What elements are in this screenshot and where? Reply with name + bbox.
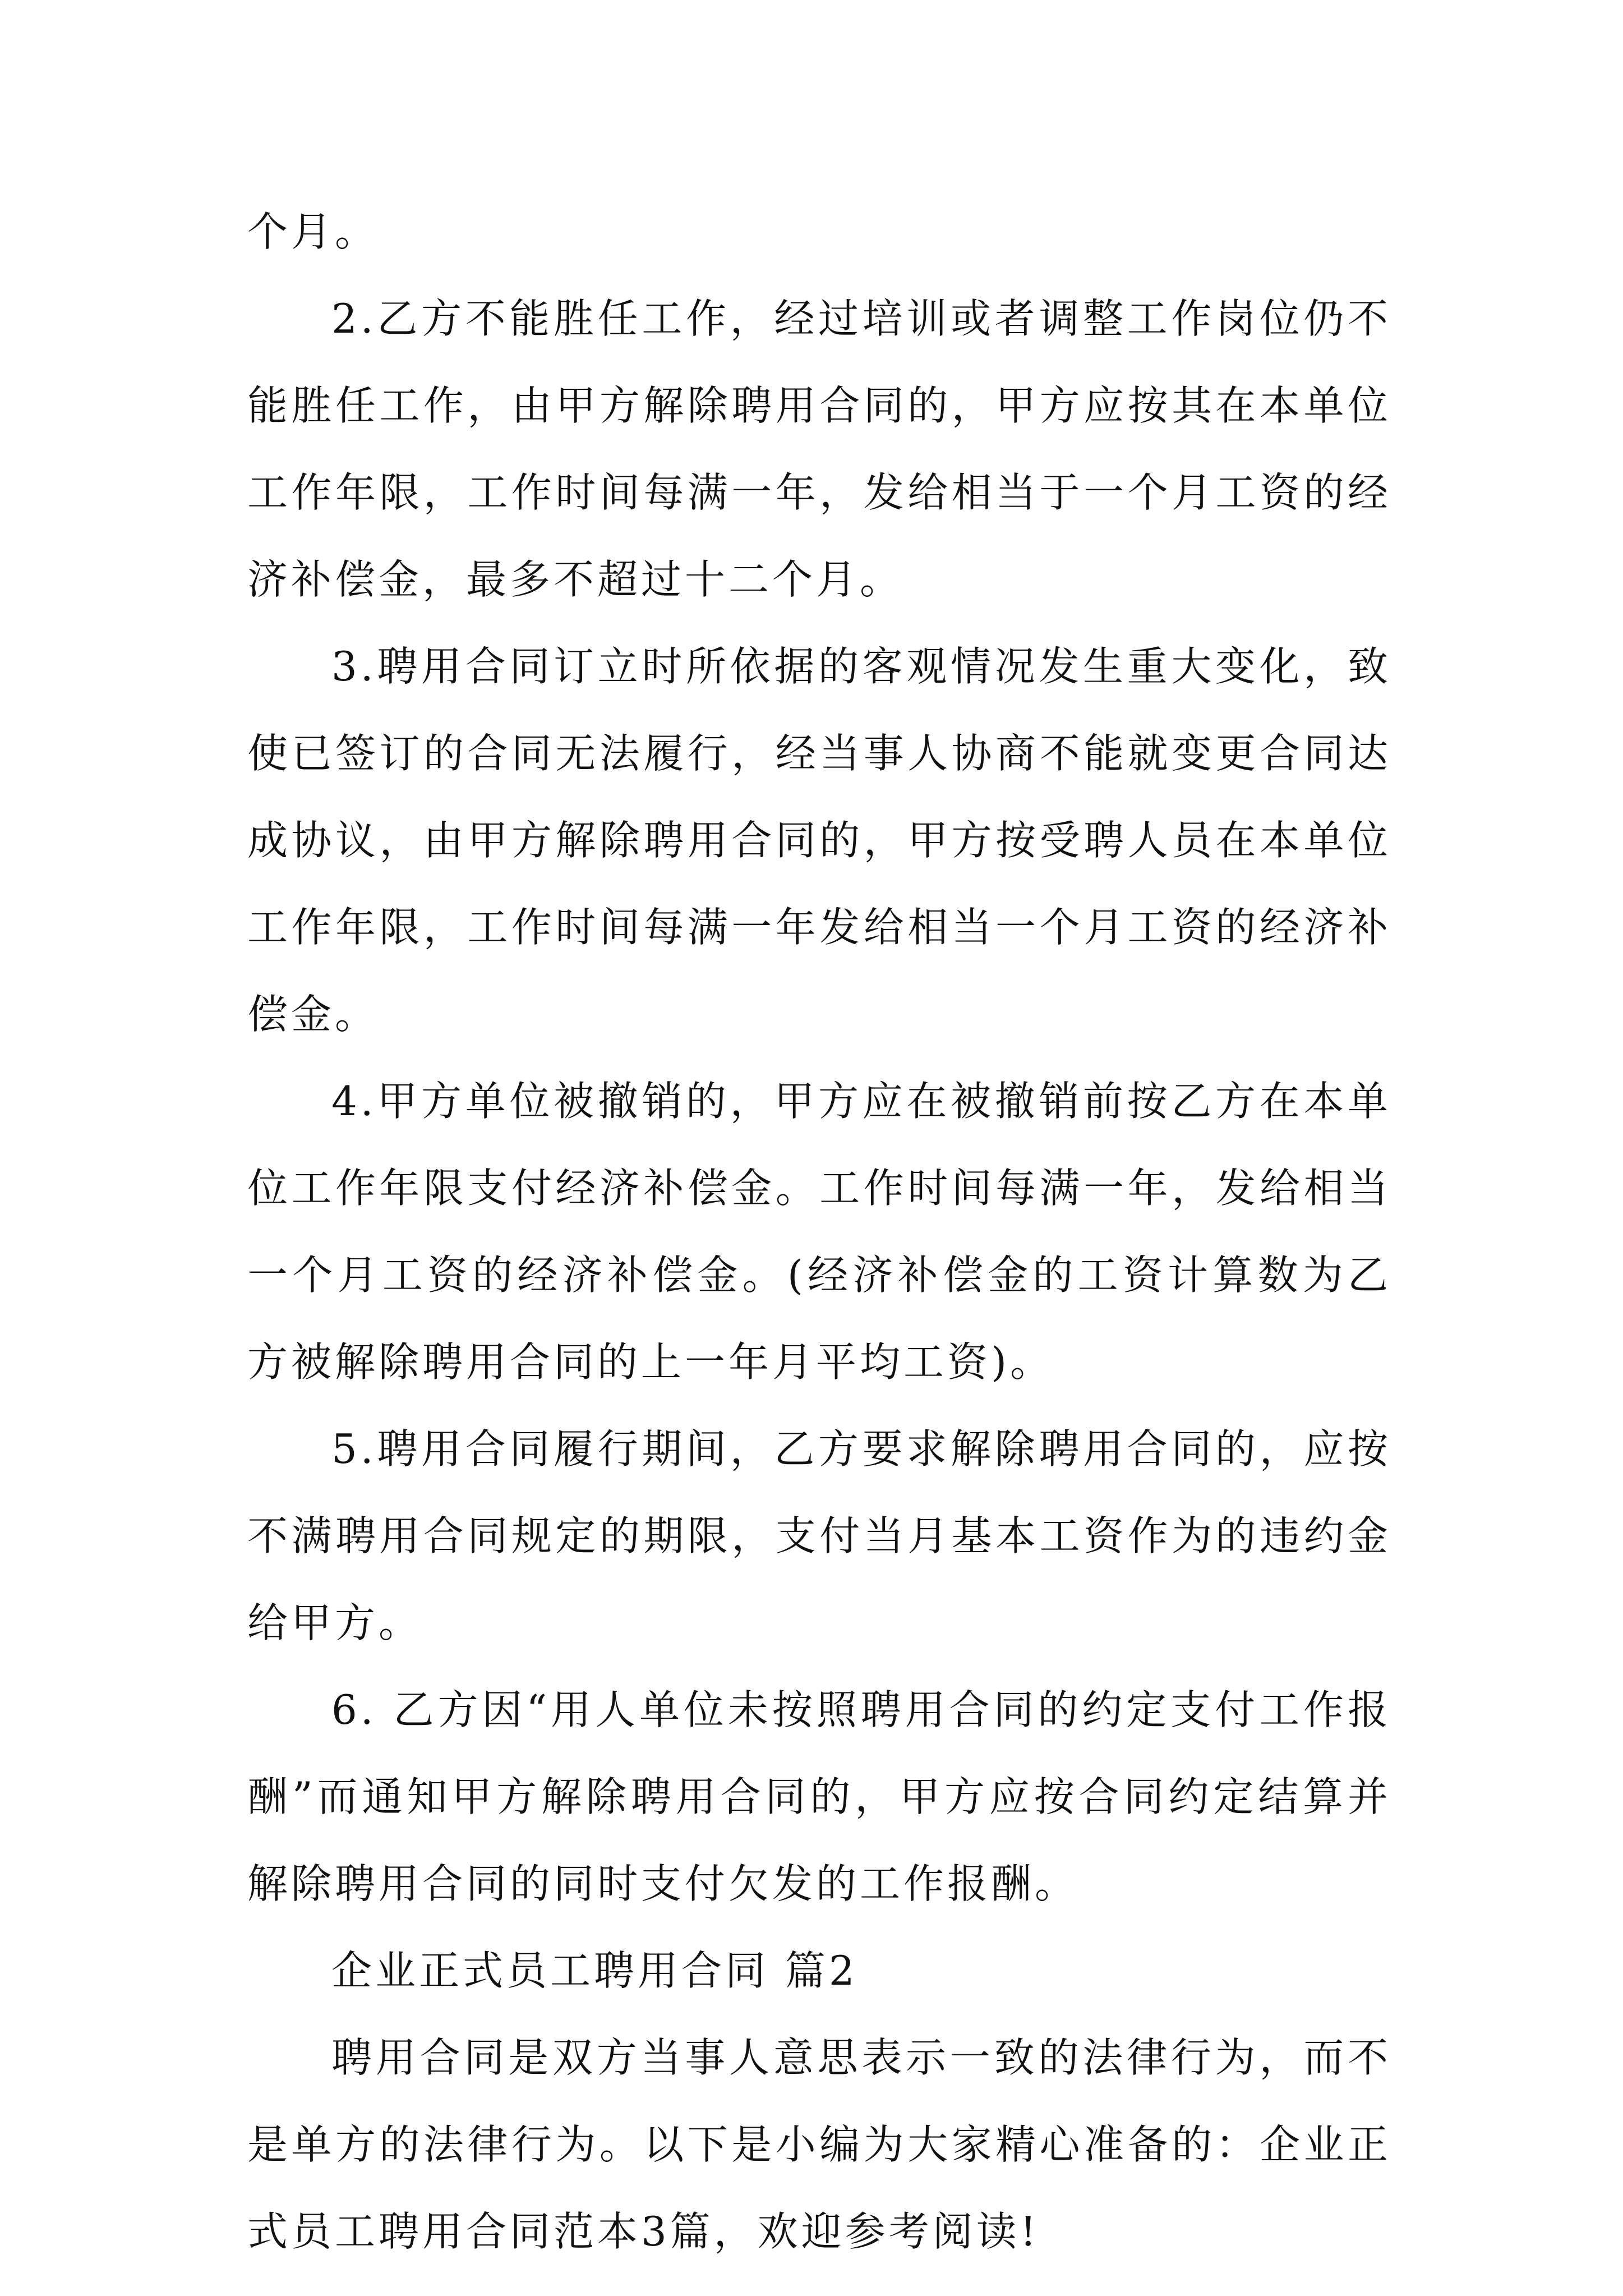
section-heading: 企业正式员工聘用合同 篇2 (331, 1947, 858, 1994)
paragraph-clause-3: 3.聘用合同订立时所依据的客观情况发生重大变化，致使已签订的合同无法履行，经当事人协商不能就变更合同达成协议，由甲方解除聘用合同的，甲方按受聘人员在本单位工作年限，工作时间每满一年发给相当一个月工资的经济补偿金。 (247, 643, 1391, 1038)
paragraph-clause-2: 2.乙方不能胜任工作，经过培训或者调整工作岗位仍不能胜任工作，由甲方解除聘用合同的，甲方应按其在本单位工作年限，工作时间每满一年，发给相当于一个月工资的经济补偿金，最多不超过十二个月。 (247, 295, 1391, 603)
paragraph-clause-5: 5.聘用合同履行期间，乙方要求解除聘用合同的，应按不满聘用合同规定的期限，支付当月基本工资作为的违约金给甲方。 (247, 1425, 1391, 1646)
paragraph-continuation: 个月。 (247, 208, 379, 255)
document-body (247, 188, 1391, 2275)
paragraph-clause-4: 4.甲方单位被撤销的，甲方应在被撤销前按乙方在本单位工作年限支付经济补偿金。工作时间每满一年，发给相当一个月工资的经济补偿金。(经济补偿金的工资计算数为乙方被解除聘用合同的上一年月平均工资)。 (247, 1078, 1391, 1386)
paragraph-clause-6: 6. 乙方因“用人单位未按照聘用合同的约定支付工作报酬”而通知甲方解除聘用合同的，甲方应按合同约定结算并解除聘用合同的同时支付欠发的工作报酬。 (247, 1686, 1391, 1907)
paragraph-intro: 聘用合同是双方当事人意思表示一致的法律行为，而不是单方的法律行为。以下是小编为大家精心准备的：企业正式员工聘用合同范本3篇，欢迎参考阅读! (247, 2034, 1391, 2255)
